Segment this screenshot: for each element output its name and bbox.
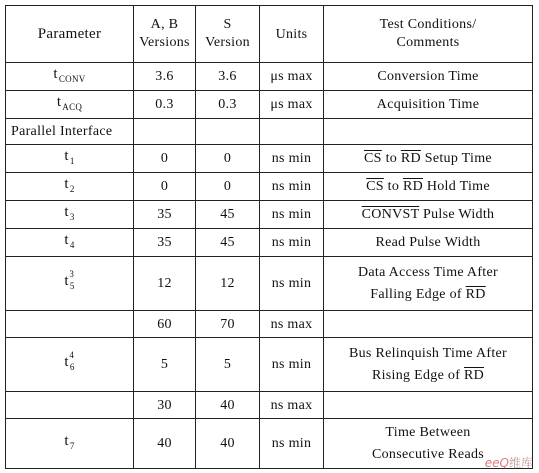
value-ab-t6-max: 30 <box>134 392 196 419</box>
param-t1: $t_1$ <box>6 145 134 173</box>
value-s-t3: 45 <box>196 201 260 229</box>
header-ab-versions: A, B Versions <box>134 6 196 63</box>
comment-t6: Bus Relinquish Time After Rising Edge of $\overline{RD}$ <box>324 338 533 392</box>
value-s-t6-max: 40 <box>196 392 260 419</box>
value-s-t1: 0 <box>196 145 260 173</box>
header-s-version: S Version <box>196 6 260 63</box>
value-ab-t7: 40 <box>134 419 196 469</box>
comment-tconv: Conversion Time <box>324 63 533 91</box>
empty-cell <box>324 392 533 419</box>
empty-cell <box>134 119 196 145</box>
comment-t2: $\overline{CS}$ to $\overline{RD}$ Hold Time <box>324 173 533 201</box>
section-parallel-interface: Parallel Interface <box>6 119 134 145</box>
table-row-t5 <box>6 257 533 311</box>
value-ab-t6: 5 <box>134 338 196 392</box>
table-row-section <box>6 119 533 145</box>
units-t2: ns min <box>260 173 324 201</box>
value-ab-t4: 35 <box>134 229 196 257</box>
units-tacq: μs max <box>260 91 324 119</box>
units-t6: ns min <box>260 338 324 392</box>
param-t6: t 4 $_6$ <box>6 338 134 392</box>
empty-cell <box>196 119 260 145</box>
comment-tacq: Acquisition Time <box>324 91 533 119</box>
value-s-t7: 40 <box>196 419 260 469</box>
table-row-t1 <box>6 145 533 173</box>
empty-cell <box>260 119 324 145</box>
empty-cell <box>324 311 533 338</box>
units-t7: ns min <box>260 419 324 469</box>
value-ab-tconv: 3.6 <box>134 63 196 91</box>
param-tacq: $t_{ACQ}$ <box>6 91 134 119</box>
comment-t3: CONVST Pulse Width <box>324 201 533 229</box>
units-t4: ns min <box>260 229 324 257</box>
comment-t7: Time Between Consecutive Reads <box>324 419 533 469</box>
table-row-t2 <box>6 173 533 201</box>
empty-cell <box>324 119 533 145</box>
value-s-t4: 45 <box>196 229 260 257</box>
table-row-tacq <box>6 91 533 119</box>
value-s-t5-max: 70 <box>196 311 260 338</box>
header-row <box>6 6 533 63</box>
value-s-t5: 12 <box>196 257 260 311</box>
table-row-t5-max <box>6 311 533 338</box>
table-row-t6-max <box>6 392 533 419</box>
value-s-tconv: 3.6 <box>196 63 260 91</box>
value-ab-tacq: 0.3 <box>134 91 196 119</box>
watermark-logo: eeQ维库 <box>484 456 533 470</box>
value-s-tacq: 0.3 <box>196 91 260 119</box>
table-row-t7 <box>6 419 533 469</box>
units-t3: ns min <box>260 201 324 229</box>
table-row-t4 <box>6 229 533 257</box>
value-s-t6: 5 <box>196 338 260 392</box>
param-t5: t 3 $_5$ <box>6 257 134 311</box>
units-t5: ns min <box>260 257 324 311</box>
value-ab-t3: 35 <box>134 201 196 229</box>
value-ab-t2: 0 <box>134 173 196 201</box>
param-t7: $t_7$ <box>6 419 134 469</box>
units-tconv: μs max <box>260 63 324 91</box>
value-ab-t5-max: 60 <box>134 311 196 338</box>
value-ab-t5: 12 <box>134 257 196 311</box>
value-ab-t1: 0 <box>134 145 196 173</box>
header-parameter: Parameter <box>6 6 134 63</box>
comment-t4: Read Pulse Width <box>324 229 533 257</box>
param-t2: $t_2$ <box>6 173 134 201</box>
comment-t1: $\overline{CS}$ to $\overline{RD}$ Setup Time <box>324 145 533 173</box>
empty-cell <box>6 311 134 338</box>
table-row-t3 <box>6 201 533 229</box>
table-row-tconv <box>6 63 533 91</box>
value-s-t2: 0 <box>196 173 260 201</box>
param-t4: $t_4$ <box>6 229 134 257</box>
units-t1: ns min <box>260 145 324 173</box>
header-test-conditions: Test Conditions/ Comments <box>324 6 533 63</box>
param-tconv: $t_{CONV}$ <box>6 63 134 91</box>
units-t6-max: ns max <box>260 392 324 419</box>
comment-t5: Data Access Time After Falling Edge of $\overline{RD}$ <box>324 257 533 311</box>
header-units: Units <box>260 6 324 63</box>
param-t3: $t_3$ <box>6 201 134 229</box>
empty-cell <box>6 392 134 419</box>
table-row-t6 <box>6 338 533 392</box>
units-t5-max: ns max <box>260 311 324 338</box>
specification-table <box>5 5 533 469</box>
